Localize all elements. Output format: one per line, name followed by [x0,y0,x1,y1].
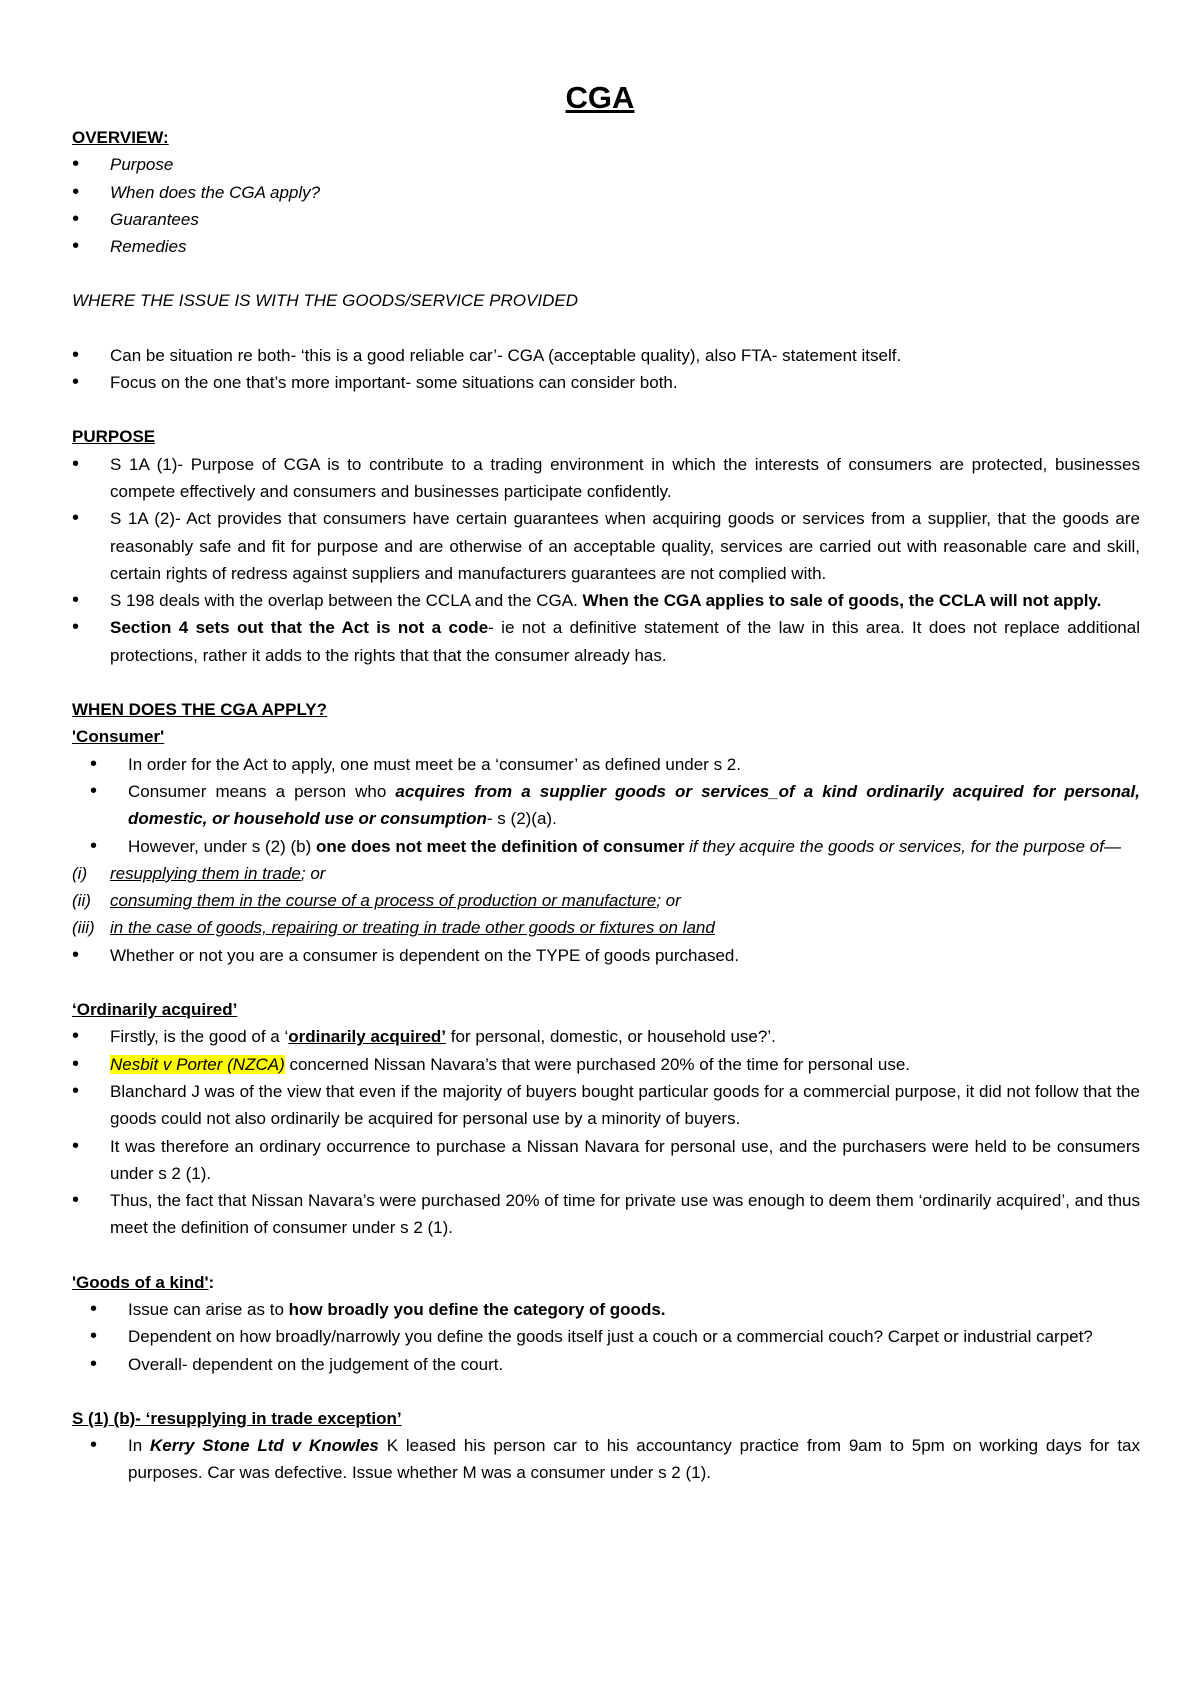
list-item: • S 198 deals with the overlap between the CCLA and the CGA. When the CGA applies to sale of goods, the CCLA will not apply. [72,587,1140,614]
purpose-list [72,451,1140,669]
purpose-heading: PURPOSE [72,427,156,447]
resupplying-heading: S (1) (b)- ‘resupplying in trade exception’ [72,1408,402,1428]
list-item: • Consumer means a person who acquires from a supplier goods or services_of a kind ordinarily acquired for personal, domestic, or household use or consumption- s (2)(a). [72,778,1140,833]
overview-list [72,151,1140,260]
goods-kind-list [72,1296,1140,1378]
list-item: • S 1A (1)- Purpose of CGA is to contribute to a trading environment in which the interests of consumers are protected, businesses compete effectively and consumers and businesses participate confidently. [72,451,1140,506]
roman-item: (iii) in the case of goods, repairing or treating in trade other goods or fixtures on land [72,918,715,938]
list-item: • Remedies [72,233,1140,260]
list-item: • Purpose [72,151,1140,178]
overview-heading: OVERVIEW: [72,128,169,147]
list-item: • Whether or not you are a consumer is dependent on the TYPE of goods purchased. [72,942,1140,969]
list-item: • Dependent on how broadly/narrowly you define the goods itself just a couch or a commercial couch? Carpet or industrial carpet? [72,1323,1140,1350]
resupplying-list [72,1432,1140,1487]
list-item: • Firstly, is the good of a ‘ordinarily acquired’ for personal, domestic, or household use?’. [72,1023,1140,1050]
list-item: • S 1A (2)- Act provides that consumers have certain guarantees when acquiring goods or services from a supplier, that the goods are reasonably safe and fit for purpose and are otherwise of an acceptable quality, services are carried out with reasonable care and skill, certain rights of redress against suppliers and manufacturers guarantees are not complied with. [72,505,1140,587]
list-item: • Guarantees [72,206,1140,233]
list-item: • Thus, the fact that Nissan Navara’s were purchased 20% of time for private use was enough to deem them ‘ordinarily acquired’, and thus meet the definition of consumer under s 2 (1). [72,1187,1140,1242]
list-item: • Blanchard J was of the view that even if the majority of buyers bought particular goods for a commercial purpose, it did not follow that the goods could not also ordinarily be acquired for personal use by a minority of buyers. [72,1078,1140,1133]
consumer-subheading: 'Consumer' [72,727,165,747]
list-item: • Issue can arise as to how broadly you define the category of goods. [72,1296,1140,1323]
list-item: • When does the CGA apply? [72,179,1140,206]
list-item: • In Kerry Stone Ltd v Knowles K leased his person car to his accountancy practice from 9am to 5pm on working days for tax purposes. Car was defective. Issue whether M was a consumer under s 2 (1). [72,1432,1140,1487]
document-title: CGA [565,80,635,115]
roman-item: (i) resupplying them in trade; or [72,863,326,883]
where-issue-list [72,342,1140,397]
when-apply-heading: WHEN DOES THE CGA APPLY? [72,700,328,720]
list-item: • Focus on the one that’s more important- some situations can consider both. [72,369,1140,396]
where-issue-heading: WHERE THE ISSUE IS WITH THE GOODS/SERVICE PROVIDED [72,291,578,311]
ordinarily-heading: ‘Ordinarily acquired’ [72,1000,238,1020]
list-item: • Nesbit v Porter (NZCA) concerned Nissan Navara’s that were purchased 20% of the time for personal use. [72,1051,1140,1078]
list-item: • It was therefore an ordinary occurrence to purchase a Nissan Navara for personal use, and the purchasers were held to be consumers under s 2 (1). [72,1133,1140,1188]
ordinarily-list [72,1023,1140,1241]
list-item: • However, under s (2) (b) one does not meet the definition of consumer if they acquire the goods or services, for the purpose of— [72,833,1140,860]
list-item: • Overall- dependent on the judgement of the court. [72,1351,1140,1378]
goods-kind-heading: 'Goods of a kind': [72,1272,215,1292]
list-item: • In order for the Act to apply, one must meet be a ‘consumer’ as defined under s 2. [72,751,1140,778]
consumer-list [72,751,1140,860]
roman-item: (ii) consuming them in the course of a process of production or manufacture; or [72,891,681,911]
list-item: • Section 4 sets out that the Act is not a code- ie not a definitive statement of the law in this area. It does not replace additional protections, rather it adds to the rights that that the consumer already has. [72,614,1140,669]
case-name-highlight: Nesbit v Porter (NZCA) [110,1054,285,1074]
document-body [72,124,1140,1487]
list-item: • Can be situation re both- ‘this is a good reliable car’- CGA (acceptable quality), also FTA- statement itself. [72,342,1140,369]
